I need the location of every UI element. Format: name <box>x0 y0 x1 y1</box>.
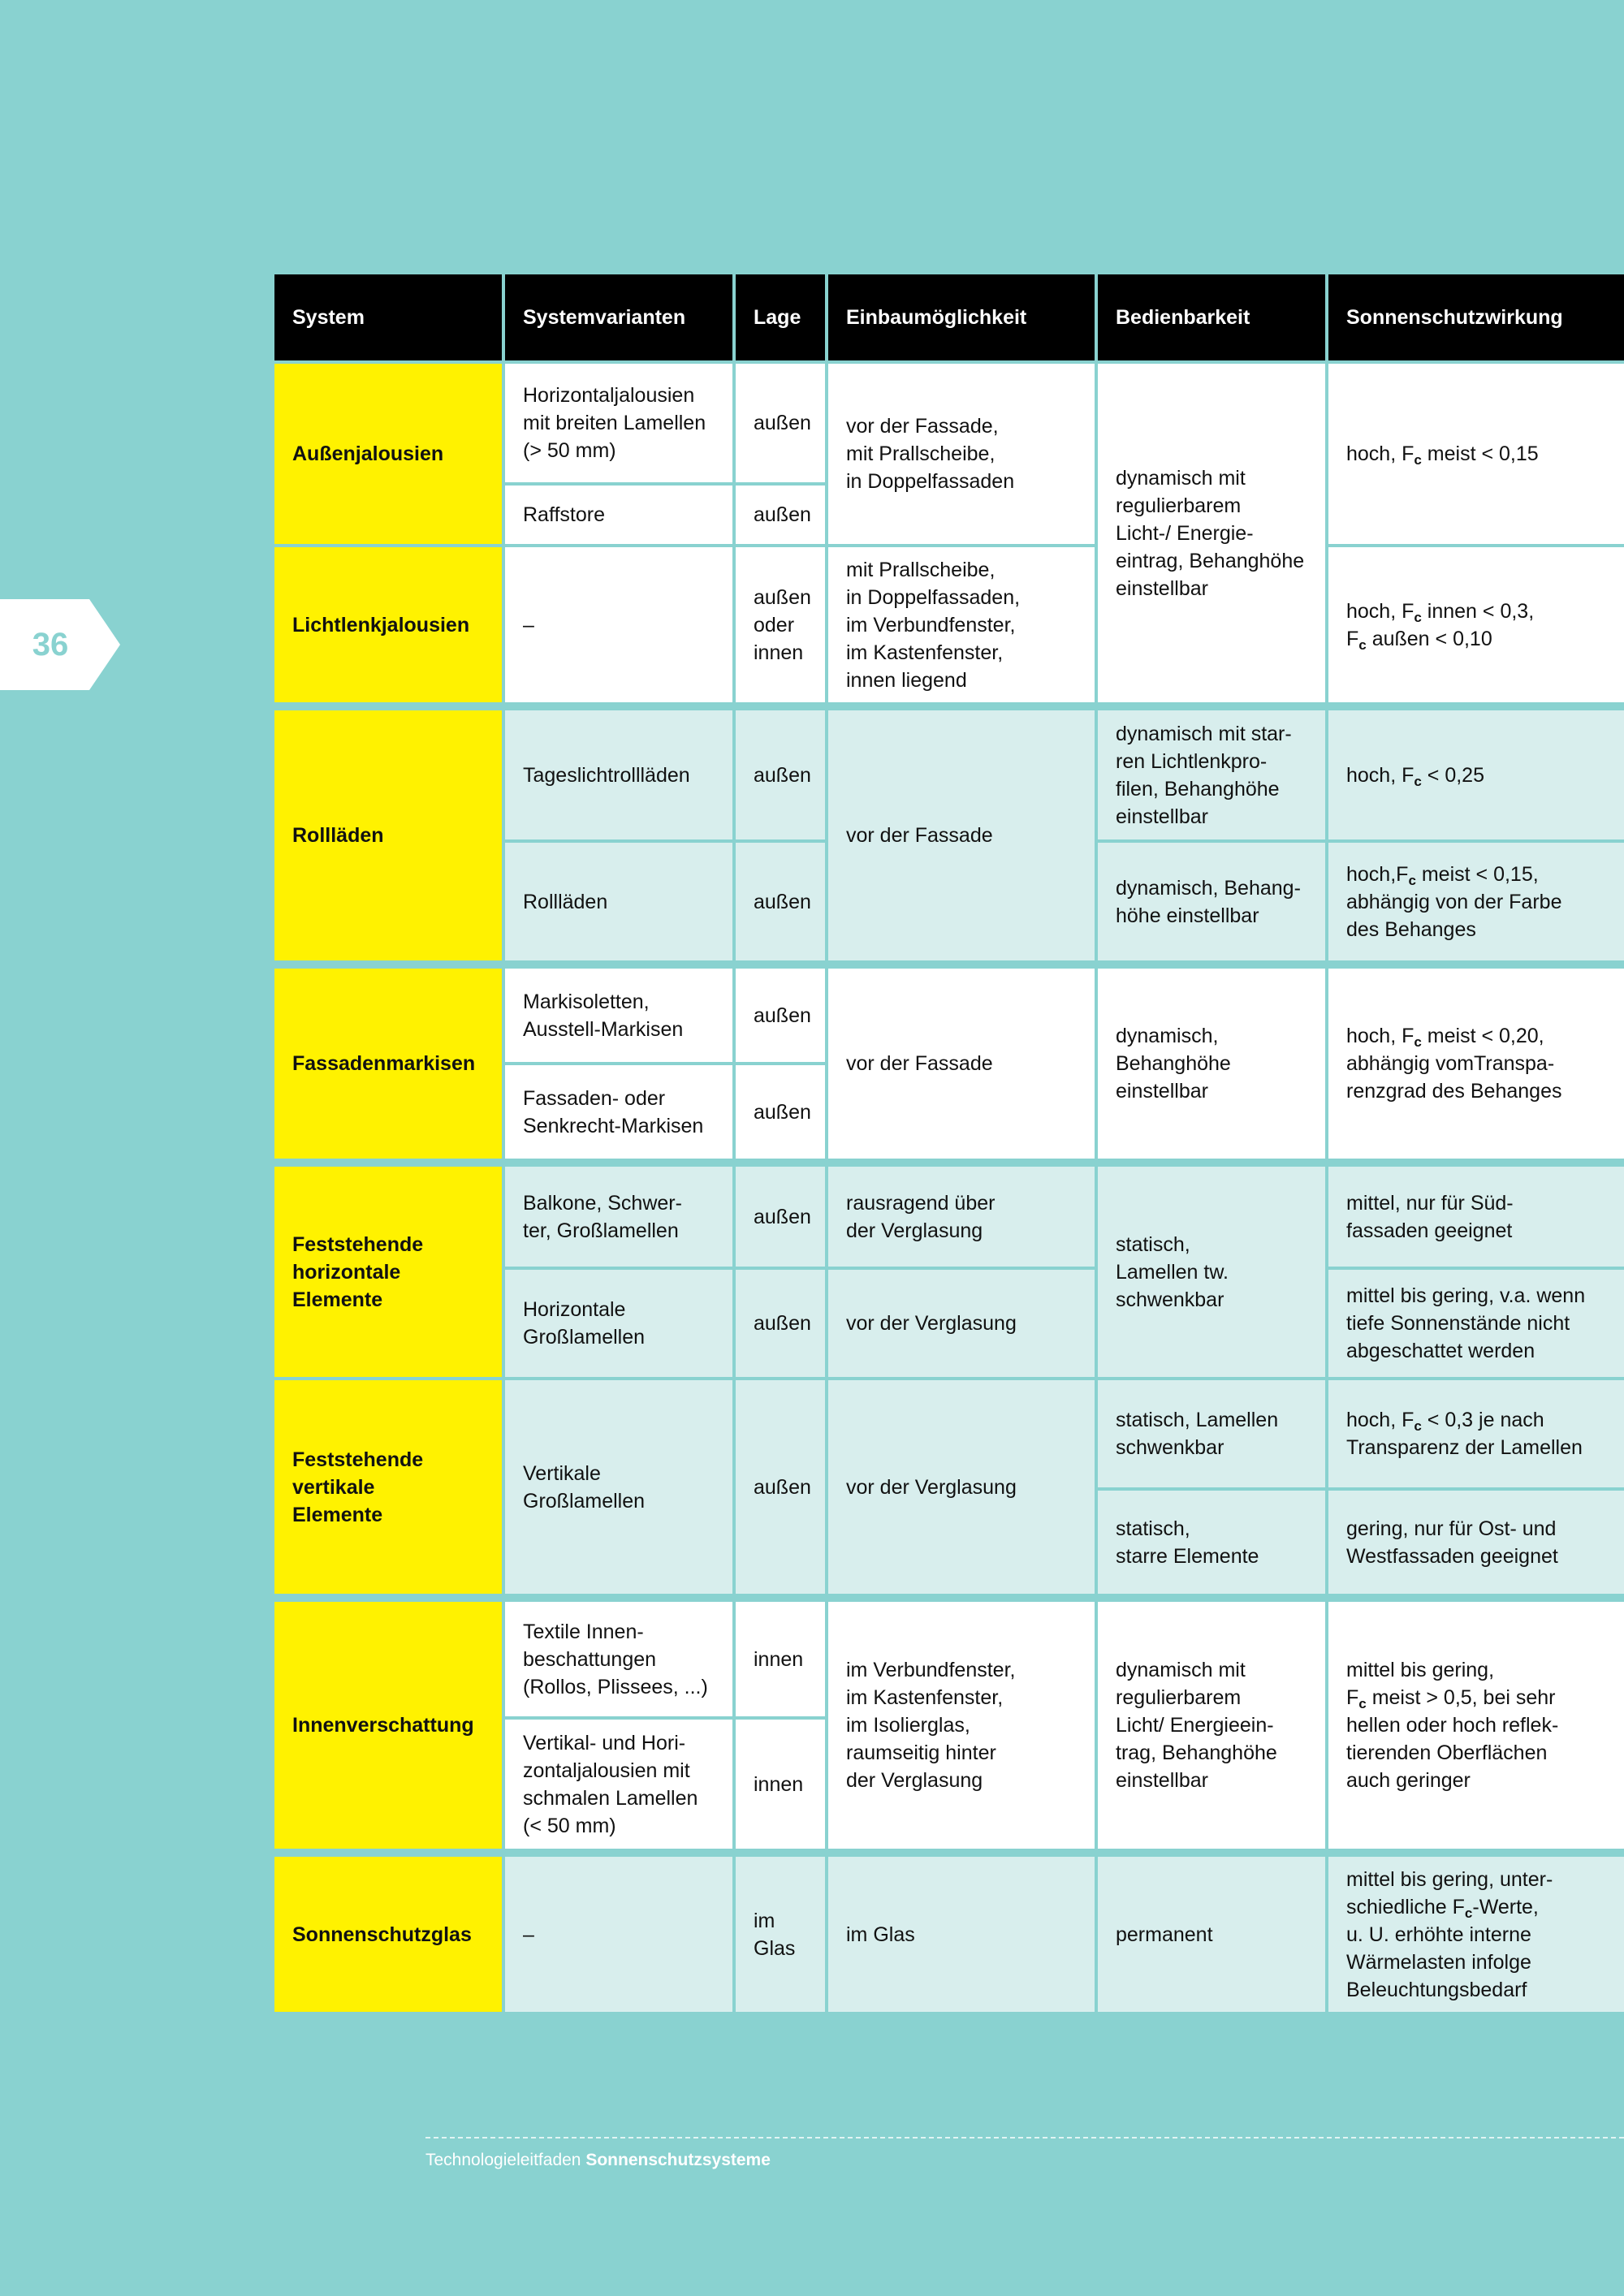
footer <box>425 2151 771 2170</box>
lage-cell: außen <box>734 1163 827 1268</box>
wirkung-cell: hoch, $F_c$ innen < 0,3, $F_c$ außen < 0,10 <box>1327 546 1624 706</box>
lage-cell: im Glas <box>734 1853 827 2013</box>
sun-protection-table <box>271 271 1624 2015</box>
system-sonnenschutzglas: Sonnenschutzglas <box>273 1853 503 2013</box>
wirkung-cell: mittel bis gering, unter- schiedliche $F_c$-Werte, u. U. erhöhte interne Wärmelasten infolge Beleuchtungsbedarf <box>1327 1853 1624 2013</box>
lage-cell: innen <box>734 1598 827 1718</box>
table-row <box>273 1853 1624 2013</box>
einbau-cell: vor der Verglasung <box>827 1268 1096 1379</box>
system-aussenjalousien: Außenjalousien <box>273 362 503 546</box>
lage-cell: außen <box>734 1268 827 1379</box>
footer-title: Sonnenschutzsysteme <box>585 2151 771 2169</box>
variant-cell: Vertikale Großlamellen <box>503 1379 734 1598</box>
bedien-cell: dynamisch mit star- ren Lichtlenkpro- filen, Behanghöhe einstellbar <box>1096 706 1327 841</box>
table-row <box>273 706 1624 841</box>
group-innenverschattung <box>273 1598 1624 1853</box>
table-row <box>273 546 1624 706</box>
einbau-cell: mit Prallscheibe, in Doppelfassaden, im Verbundfenster, im Kastenfenster, innen liegend <box>827 546 1096 706</box>
einbau-cell: rausragend über der Verglasung <box>827 1163 1096 1268</box>
wirkung-cell: mittel bis gering, v.a. wenn tiefe Sonnenstände nicht abgeschattet werden <box>1327 1268 1624 1379</box>
variant-cell: Raffstore <box>503 484 734 546</box>
einbau-cell: vor der Fassade <box>827 965 1096 1163</box>
variant-cell: – <box>503 1853 734 2013</box>
table-row <box>273 1598 1624 1718</box>
variant-cell: Rollläden <box>503 841 734 965</box>
header-bedienbarkeit: Bedienbarkeit <box>1096 273 1327 362</box>
lage-cell: außen oder innen <box>734 546 827 706</box>
header-einbau: Einbaumöglichkeit <box>827 273 1096 362</box>
header-wirkung: Sonnenschutzwirkung <box>1327 273 1624 362</box>
lage-cell: außen <box>734 841 827 965</box>
lage-cell: außen <box>734 1064 827 1163</box>
variant-cell: – <box>503 546 734 706</box>
einbau-cell: im Glas <box>827 1853 1096 2013</box>
bedien-cell: permanent <box>1096 1853 1327 2013</box>
variant-cell: Balkone, Schwer- ter, Großlamellen <box>503 1163 734 1268</box>
header-lage: Lage <box>734 273 827 362</box>
bedien-cell: statisch, starre Elemente <box>1096 1489 1327 1598</box>
variant-cell: Horizontaljalousien mit breiten Lamellen (> 50 mm) <box>503 362 734 484</box>
einbau-cell: vor der Verglasung <box>827 1379 1096 1598</box>
group-sonnenschutzglas <box>273 1853 1624 2013</box>
lage-cell: außen <box>734 484 827 546</box>
bedien-cell: statisch, Lamellen schwenkbar <box>1096 1379 1327 1489</box>
bedien-cell: dynamisch mit regulierbarem Licht/ Energieein- trag, Behanghöhe einstellbar <box>1096 1598 1327 1853</box>
system-rolllaeden: Rollläden <box>273 706 503 965</box>
group-fassadenmarkisen <box>273 965 1624 1163</box>
wirkung-cell: hoch, $F_c < 0,3$ je nach Transparenz der Lamellen <box>1327 1379 1624 1489</box>
table-row <box>273 965 1624 1064</box>
variant-cell: Horizontale Großlamellen <box>503 1268 734 1379</box>
wirkung-cell: hoch, $F_c < 0,25$ <box>1327 706 1624 841</box>
system-fassadenmarkisen: Fassadenmarkisen <box>273 965 503 1163</box>
wirkung-cell: hoch, $F_c$ meist < 0,20, abhängig vomTranspa- renzgrad des Behanges <box>1327 965 1624 1163</box>
lage-cell: außen <box>734 965 827 1064</box>
system-horizontal: Feststehende horizontale Elemente <box>273 1163 503 1379</box>
lage-cell: außen <box>734 706 827 841</box>
table-header-row <box>273 273 1624 362</box>
header-variants: Systemvarianten <box>503 273 734 362</box>
variant-cell: Tageslichtrollläden <box>503 706 734 841</box>
variant-cell: Fassaden- oder Senkrecht-Markisen <box>503 1064 734 1163</box>
bedien-cell: statisch, Lamellen tw. schwenkbar <box>1096 1163 1327 1379</box>
lage-cell: außen <box>734 362 827 484</box>
einbau-cell: vor der Fassade, mit Prallscheibe, in Doppelfassaden <box>827 362 1096 546</box>
group-feststehende <box>273 1163 1624 1598</box>
system-lichtlenkjalousien: Lichtlenkjalousien <box>273 546 503 706</box>
table-row <box>273 362 1624 484</box>
einbau-cell: im Verbundfenster, im Kastenfenster, im Isolierglas, raumseitig hinter der Verglasung <box>827 1598 1096 1853</box>
system-vertikal: Feststehende vertikale Elemente <box>273 1379 503 1598</box>
group-rolllaeden <box>273 706 1624 965</box>
lage-cell: innen <box>734 1718 827 1853</box>
wirkung-cell: mittel, nur für Süd- fassaden geeignet <box>1327 1163 1624 1268</box>
variant-cell: Textile Innen- beschattungen (Rollos, Plissees, ...) <box>503 1598 734 1718</box>
wirkung-cell: mittel bis gering, $F_c$ meist > 0,5, bei sehr hellen oder hoch reflek- tierenden Oberflächen auch geringer <box>1327 1598 1624 1853</box>
system-innenverschattung: Innenverschattung <box>273 1598 503 1853</box>
page-number: 36 <box>32 627 69 662</box>
wirkung-cell: hoch, $F_c$ meist < 0,15 <box>1327 362 1624 546</box>
variant-cell: Markisoletten, Ausstell-Markisen <box>503 965 734 1064</box>
table-row <box>273 1379 1624 1489</box>
header-system: System <box>273 273 503 362</box>
group-jalousien <box>273 362 1624 706</box>
variant-cell: Vertikal- und Hori- zontaljalousien mit schmalen Lamellen (< 50 mm) <box>503 1718 734 1853</box>
bedien-cell: dynamisch, Behanghöhe einstellbar <box>1096 965 1327 1163</box>
wirkung-cell: gering, nur für Ost- und Westfassaden geeignet <box>1327 1489 1624 1598</box>
table-row <box>273 1163 1624 1268</box>
footer-prefix: Technologieleitfaden <box>425 2151 586 2169</box>
wirkung-cell: $hoch,F_c$ meist < 0,15, abhängig von der Farbe des Behanges <box>1327 841 1624 965</box>
einbau-cell: vor der Fassade <box>827 706 1096 965</box>
bedien-cell: dynamisch mit regulierbarem Licht-/ Energie- eintrag, Behanghöhe einstellbar <box>1096 362 1327 706</box>
footer-divider <box>425 2137 1624 2138</box>
lage-cell: außen <box>734 1379 827 1598</box>
bedien-cell: dynamisch, Behang- höhe einstellbar <box>1096 841 1327 965</box>
